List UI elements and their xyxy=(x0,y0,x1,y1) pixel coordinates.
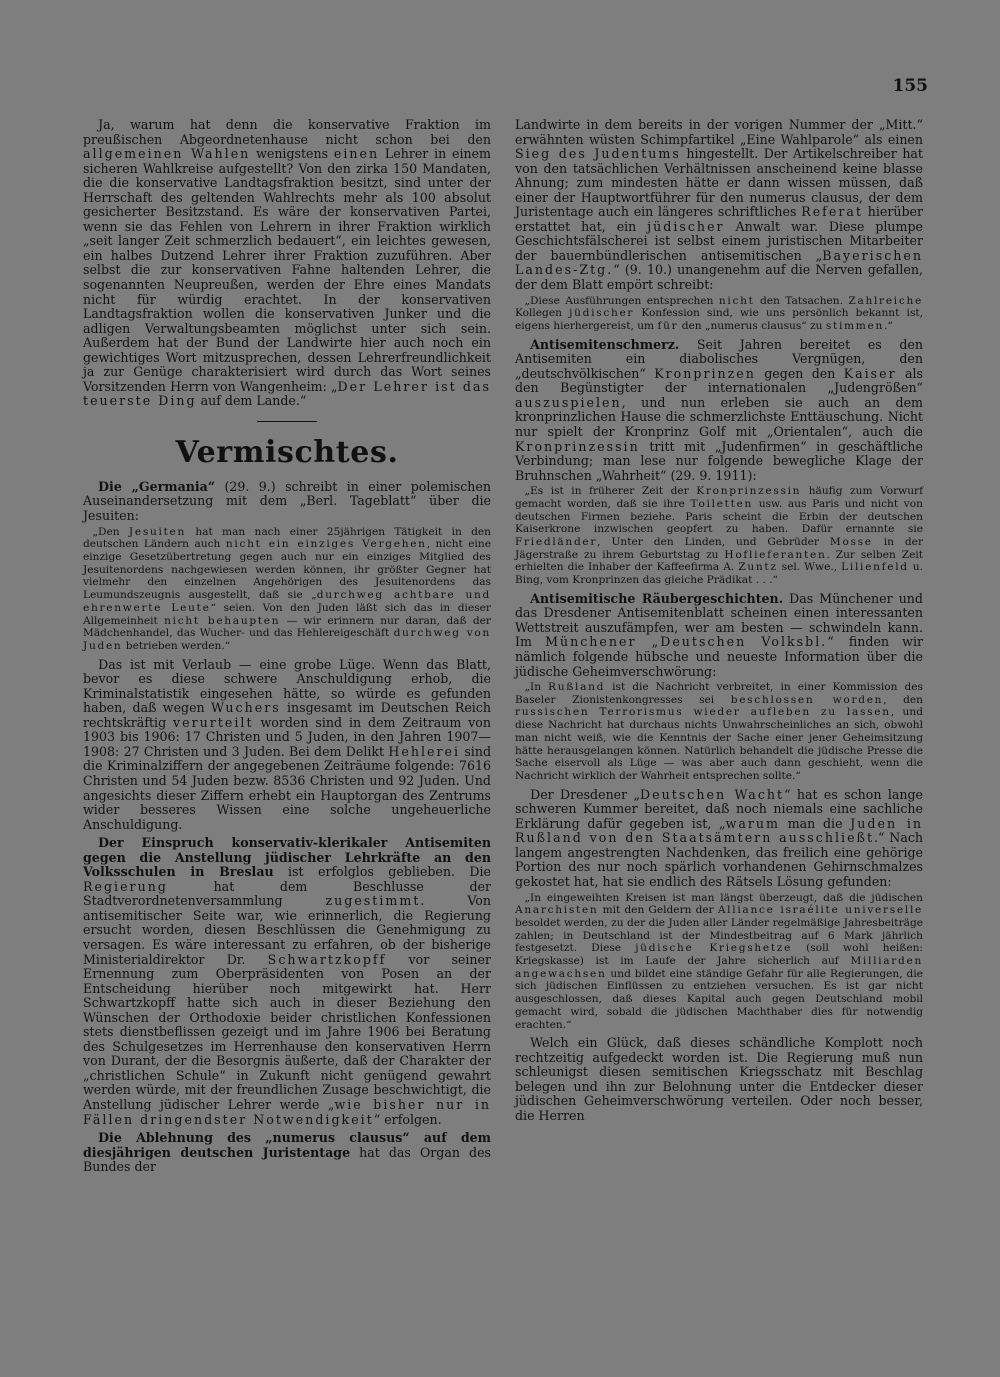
germania-paragraph: Die „Germania“ (29. 9.) schreibt in einer polemischen Auseinandersetzung mit dem „Berl. Tageblatt“ über die Jesuiten: xyxy=(83,478,491,524)
wahrheit-quote: „Es ist in früherer Zeit der Kronprinzessin häufig zum Vorwurf gemacht worden, daß sie ihre Toiletten usw. aus Paris und nicht von deutschen Firmen beziehe. Paris scheint die Erbin der deutschen Kaiserkrone inzwischen geopfert zu haben. Dafür ernannte sie Friedländer, Unter den Linden, und Gebrüder Mosse in der Jägerstraße zu ihrem Geburtstag zu Hoflieferanten. Zur selben Zeit erhielten die Inhaber der Kaffeefirma A. Zuntz sel. Wwe., Lilienfeld u. Bing, vom Kronprinzen das gleiche Prädikat . . .“ xyxy=(515,485,924,587)
dresdener-paragraph: Der Dresdener „Deutschen Wacht“ hat es schon lange schweren Kummer bereitet, daß noch niemals eine sachliche Erklärung dafür gegeben ist, „warum man die Juden in Rußland von den Staatsämtern ausschließt.“ Nach langem angestrengten Nachdenken, das freilich eine gehörige Portion des nur noch spärlich vorhandenen Gehirnschmalzes gekostet hat, hat sie endlich des Rätsels Lösung gefunden: xyxy=(515,786,923,889)
right-column xyxy=(515,118,923,1124)
antisemitenschmerz-paragraph: Antisemitenschmerz. Seit Jahren bereitet es den Antisemiten ein diabolisches Vergnügen, den „deutschvölkischen“ Kronprinzen gegen den Kaiser als den Begünstigter der internationalen „Judengrößen“ auszuspielen, und nun erleben sie auch an dem kronprinzlichen Hause die schmerzlichste Enttäuschung. Nicht nur spielt der Kronprinz Golf mit „Orientalen“, auch die Kronprinzessin tritt mit „Judenfirmen“ in geschäftliche Verbindung; man lese nur folgende bewegliche Klage der Bruhnschen „Wahrheit“ (29. 9. 1911): xyxy=(515,336,923,483)
breslau-paragraph: Der Einspruch konservativ-klerikaler Antisemiten gegen die Anstellung jüdischer Lehrkräfte an den Volksschulen in Breslau ist erfolglos geblieben. Die Regierung hat dem Beschlusse der Stadtverordnetenversammlung zugestimmt. Von antisemitischer Seite war, wie erinnerlich, die Regierung ersucht worden, diesen Beschlüssen die Genehmigung zu versagen. Es wäre interessant zu erfahren, ob der bisherige Ministerialdirektor Dr. Schwartzkopff vor seiner Ernennung zum Oberpräsidenten von Posen an der Entscheidung hierüber noch mitgewirkt hat. Herr Schwartzkopff hatte sich auch in dieser Beziehung den Wünschen der Orthodoxie beider christlichen Konfessionen stets dienstbeflissen gezeigt und im Jahre 1906 bei Beratung des Schulgesetzes im Herrenhause den konservativen Herrn von Durant, der die Besorgnis äußerte, daß der Charakter der „christlichen Schule“ in Zukunft nicht genügend gewahrt werden würde, mit der freundlichen Zusage beschwichtigt, die Anstellung jüdischer Lehrer werde „wie bisher nur in Fällen dringendster Notwendigkeit“ erfolgen. xyxy=(83,835,492,1127)
page-number: 155 xyxy=(892,76,928,96)
russland-quote: „In Rußland ist die Nachricht verbreitet, in einer Kommission des Baseler Zionistenkongresses sei beschlossen worden, den russischen Terrorismus wieder aufleben zu lassen, und diese Nachricht hat durchaus nichts Unwahrscheinliches an sich, obwohl man nicht weiß, wie die Kenntnis der Sache einer jener Geheimsitzung hätte herausgelangen können. Natürlich behandelt die jüdische Presse die Sache eiservoll als Lüge — was aber auch dann geschieht, wenn die Nachricht wirklich der Wahrheit entsprechen sollte.“ xyxy=(515,681,923,782)
final-paragraph: Welch ein Glück, daß dieses schändliche Komplott noch rechtzeitig aufgedeckt worden ist. Die Regierung muß nun schleunigst diesen semitischen Kriegsschatz mit Beschlag belegen und ihn zur Belohnung unter die Entdecker dieser jüdischen Geheimverschwörung verteilen. Oder noch besser, die Herren xyxy=(515,1035,923,1123)
continuation-paragraph: Landwirte in dem bereits in der vorigen Nummer der „Mitt.“ erwähnten wüsten Schimpfartikel „Eine Wahlparole“ als einen Sieg des Judentums hingestellt. Der Artikelschreiber hat von den tatsächlichen Verhältnissen anscheinend keine blasse Ahnung; zum mindesten hätte er dann wissen müssen, daß einer der Hauptwortführer für den numerus clausus, der dem Juristentage auch ein längeres schriftliches Referat hierüber erstattet hat, ein jüdischer Anwalt war. Diese plumpe Geschichtsfälscherei ist selbst einem juristischen Mitarbeiter der bauernbündlerischen antisemitischen „Bayerischen Landes-Ztg.“ (9. 10.) unangenehm auf die Nerven gefallen, der dem Blatt empört schreibt: xyxy=(515,117,923,293)
section-heading: Vermischtes. xyxy=(175,434,399,470)
jesuit-quote: „Den Jesuiten hat man nach einer 25jährigen Tätigkeit in den deutschen Ländern auch nicht ein einziges Vergehen, nicht eine einzige Gesetzübertretung gegen auch nur ein einziges Mitglied des Jesuitenordens nachgewiesen werden können, ihr größter Gegner hat vielmehr den einzelnen Angehörigen des Jesuitenordens das Leumundszeugnis ausgestellt, daß sie „durchweg achtbare und ehrenwerte Leute“ seien. Von den Juden läßt sich das in dieser Allgemeinheit nicht behaupten — wir erinnern nur daran, daß der Mädchenhandel, das Wucher- und das Hehlereigeschäft durchweg von Juden betrieben werden.“ xyxy=(83,525,491,652)
numerus-clausus-paragraph: Die Ablehnung des „numerus clausus“ auf dem diesjährigen deutschen Juristentage hat das Organ des Bundes der xyxy=(83,1130,491,1175)
statistics-paragraph: Das ist mit Verlaub — eine grobe Lüge. Wenn das Blatt, bevor es diese schwere Anschuldigung erhob, die Kriminalstatistik eingesehen hätte, so würde es gefunden haben, daß wegen Wuchers insgesamt im Deutschen Reich rechtskräftig verurteilt worden sind in dem Zeitraum von 1903 bis 1906: 17 Christen und 5 Juden, in den Jahren 1907—1908: 27 Christen und 3 Juden. Bei dem Delikt Hehlerei sind die Kriminalziffern der angegebenen Zeiträume folgende: 7616 Christen und 54 Juden bezw. 8536 Christen und 92 Juden. Und angesichts dieser Ziffern erhebt ein Hauptorgan des Zentrums wider besseres Wissen eine solche ungeheuerliche Anschuldigung. xyxy=(83,656,491,832)
raeubergeschichten-paragraph: Antisemitische Räubergeschichten. Das Münchener und das Dresdener Antisemitenblatt scheinen einen interessanten Wettstreit auszufämpfen, wer am besten — schwindeln kann. Im Münchener „Deutschen Volksbl.“ finden wir nämlich folgende hübsche und neueste Information über die jüdische Geheimverschwörung: xyxy=(515,590,923,679)
alliance-quote: „In eingeweihten Kreisen ist man längst überzeugt, daß die jüdischen Anarchisten mit den Geldern der Alliance israélite universelle besoldet werden, zu der die Juden aller Länder regelmäßige Jahresbeiträge zahlen; in Deutschland ist der Mindestbeitrag auf 6 Mark jährlich festgesetzt. Diese jüdische Kriegshetze (soll wohl heißen: Kriegskasse) ist im Laufe der Jahre sicherlich auf Milliarden angewachsen und bildet eine ständige Gefahr für alle Regierungen, die sich jüdischen Einflüssen zu entziehen versuchen. Es ist gar nicht ausgeschlossen, daß dieses Kapital auch gegen Deutschland mobil gemacht wird, sobald die jüdischen Machthaber dies für notwendig erachten.“ xyxy=(515,891,923,1031)
section-divider xyxy=(257,421,317,422)
intro-paragraph: Ja, warum hat denn die konservative Fraktion im preußischen Abgeordnetenhause nicht schon bei den allgemeinen Wahlen wenigstens einen Lehrer in einem sicheren Wahlkreise aufgestellt? Von den zirka 150 Mandaten, die die konservative Landtagsfraktion besitzt, sind unter der Herrschaft des geltenden Wahlrechts mehr als 100 absolut gesicherter Besitzstand. Es wäre der konservativen Partei, wenn sie das Fehlen von Lehrern in ihrer Fraktion wirklich „seit langer Zeit schmerzlich bedauert“, ein leichtes gewesen, ein halbes Dutzend Lehrer ihrer Fraktion zuzuführen. Aber selbst die zur konservativen Fahne haltenden Lehrer, die sogenannten Neupreußen, werden der Ehre eines Mandats nicht für würdig erachtet. In der konservativen Landtagsfraktion wollen die konservativen Junker und die adligen Verwaltungsbeamten möglichst unter sich sein. Außerdem hat der Bund der Landwirte hier auch noch ein gewichtiges Wort mitzusprechen, dessen Lehrerfreundlichkeit ja zur Genüge charakterisiert wird durch das Wort seines Vorsitzenden Herrn von Wangenheim: „Der Lehrer ist das teuerste Ding auf dem Lande.“ xyxy=(83,117,492,409)
left-column xyxy=(83,118,491,1175)
juristentag-quote: „Diese Ausführungen entsprechen nicht den Tatsachen. Zahlreiche Kollegen jüdischer Konfession sind, wie uns persönlich bekannt ist, eigens hierhergereist, um für den „numerus clausus“ zu stimmen.“ xyxy=(515,294,923,332)
